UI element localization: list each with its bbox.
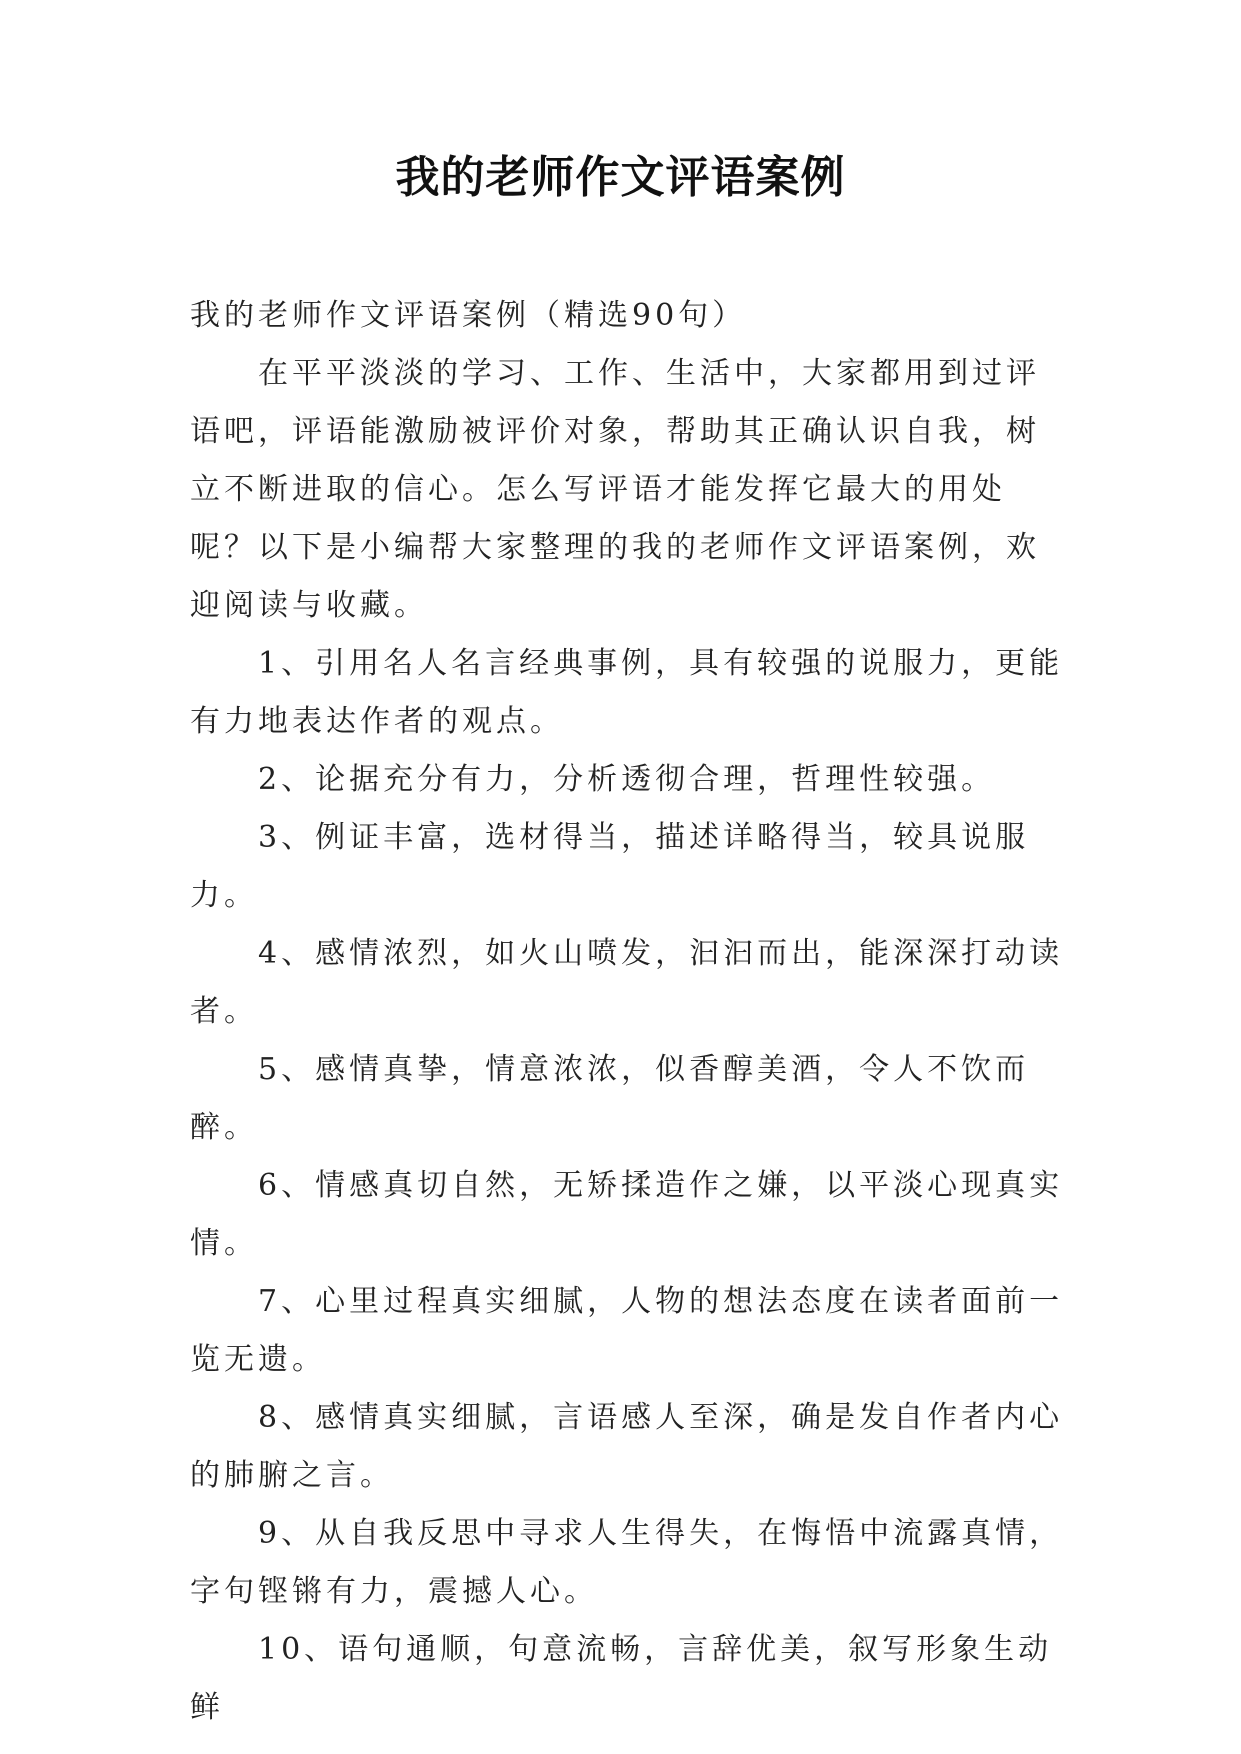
comment-item: 6、情感真切自然，无矫揉造作之嫌，以平淡心现真实情。 — [190, 1168, 1064, 1261]
document-title: 我的老师作文评语案例 — [395, 152, 846, 203]
document-subtitle: 我的老师作文评语案例（精选90句） — [190, 298, 747, 333]
comment-item: 9、从自我反思中寻求人生得失，在悔悟中流露真情，字句铿锵有力，震撼人心。 — [190, 1516, 1064, 1609]
comment-item: 2、论据充分有力，分析透彻合理，哲理性较强。 — [258, 762, 996, 797]
document-body — [190, 287, 1070, 1737]
comment-item: 3、例证丰富，选材得当，描述详略得当，较具说服力。 — [190, 820, 1030, 913]
intro-paragraph: 在平平淡淡的学习、工作、生活中，大家都用到过评语吧，评语能激励被评价对象，帮助其正确认识自我，树立不断进取的信心。怎么写评语才能发挥它最大的用处呢？以下是小编帮大家整理的我的老师作文评语案例，欢迎阅读与收藏。 — [190, 356, 1040, 623]
comment-item: 10、语句通顺，句意流畅，言辞优美，叙写形象生动鲜 — [190, 1632, 1053, 1725]
comment-item: 5、感情真挚，情意浓浓，似香醇美酒，令人不饮而醉。 — [190, 1052, 1030, 1145]
comment-item: 8、感情真实细腻，言语感人至深，确是发自作者内心的肺腑之言。 — [190, 1400, 1064, 1493]
comment-item: 7、心里过程真实细腻，人物的想法态度在读者面前一览无遗。 — [190, 1284, 1064, 1377]
comment-item: 1、引用名人名言经典事例，具有较强的说服力，更能有力地表达作者的观点。 — [190, 646, 1064, 739]
comment-item: 4、感情浓烈，如火山喷发，汩汩而出，能深深打动读者。 — [190, 936, 1064, 1029]
